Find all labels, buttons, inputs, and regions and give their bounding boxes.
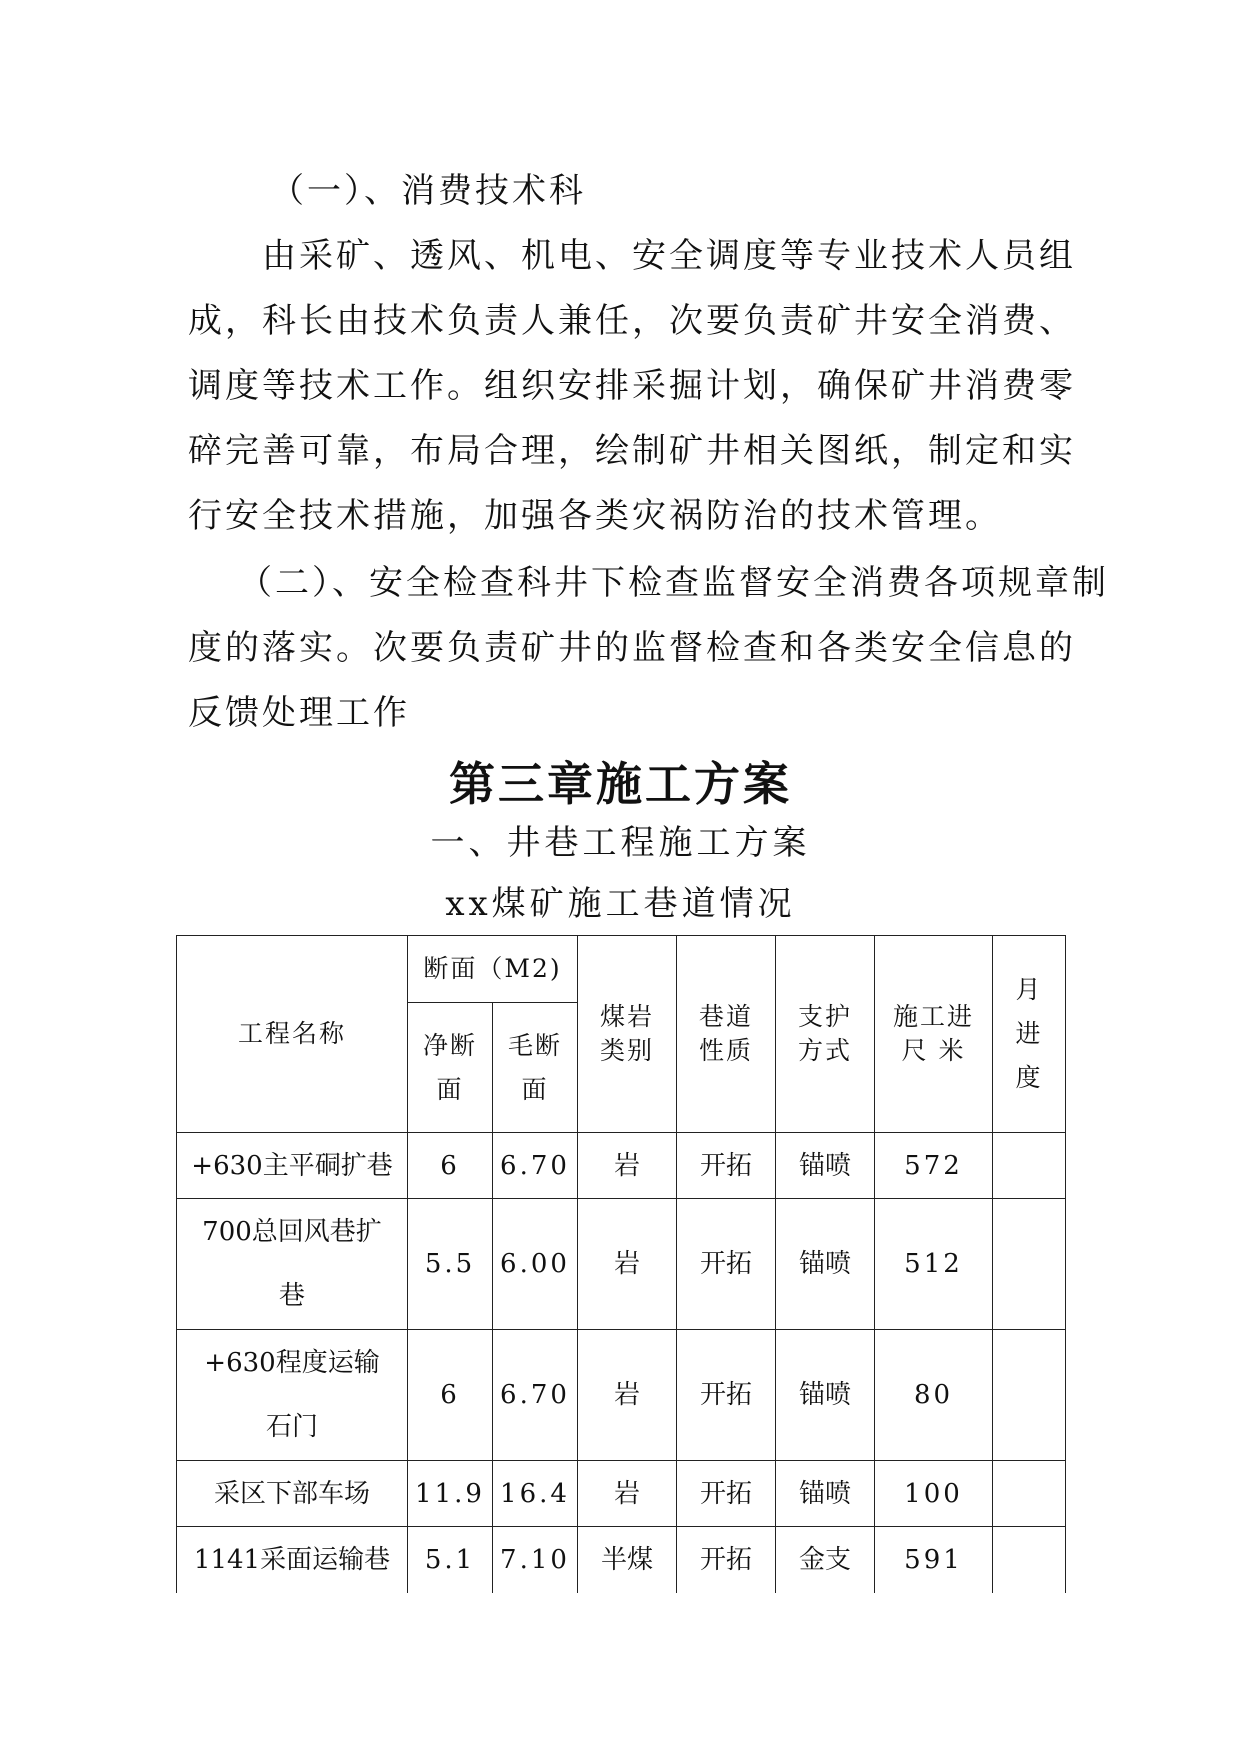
cell-net: 6	[408, 1330, 493, 1461]
cell-gross: 16.4	[493, 1461, 578, 1527]
table-header-row	[177, 936, 1066, 1003]
cell-gross: 6.70	[493, 1133, 578, 1199]
header-project-name: 工程名称	[177, 936, 408, 1133]
header-section-group: 断面（M2)	[408, 936, 578, 1003]
cell-progress: 512	[875, 1199, 993, 1330]
header-rock-type: 煤岩类别	[578, 936, 677, 1133]
cell-progress: 80	[875, 1330, 993, 1461]
cell-nature: 开拓	[677, 1461, 776, 1527]
cell-rock: 岩	[578, 1199, 677, 1330]
cell-rock: 岩	[578, 1461, 677, 1527]
paragraph-line: 调度等技术工作。组织安排采掘计划，确保矿井消费零	[188, 366, 1076, 406]
cell-nature: 开拓	[677, 1330, 776, 1461]
cell-name: 1141采面运输巷	[177, 1527, 408, 1593]
cell-rock: 半煤	[578, 1527, 677, 1593]
cell-progress: 572	[875, 1133, 993, 1199]
cell-rock: 岩	[578, 1330, 677, 1461]
header-gross-section: 毛断面	[493, 1003, 578, 1133]
header-support: 支护方式	[776, 936, 875, 1133]
cell-net: 6	[408, 1133, 493, 1199]
table-row	[177, 1461, 1066, 1527]
header-net-section: 净断面	[408, 1003, 493, 1133]
cell-support: 锚喷	[776, 1330, 875, 1461]
cell-nature: 开拓	[677, 1527, 776, 1593]
chapter-title: 第三章施工方案	[449, 757, 792, 811]
cell-net: 5.5	[408, 1199, 493, 1330]
table-row	[177, 1330, 1066, 1461]
paragraph-line: 由采矿、透风、机电、安全调度等专业技术人员组	[262, 236, 1076, 276]
cell-nature: 开拓	[677, 1199, 776, 1330]
table-row	[177, 1527, 1066, 1593]
roadway-table	[176, 935, 1066, 1593]
cell-gross: 6.00	[493, 1199, 578, 1330]
header-progress: 施工进尺 米	[875, 936, 993, 1133]
cell-progress: 100	[875, 1461, 993, 1527]
table-row	[177, 1199, 1066, 1330]
cell-support: 锚喷	[776, 1133, 875, 1199]
cell-net: 5.1	[408, 1527, 493, 1593]
header-roadway-nature: 巷道性质	[677, 936, 776, 1133]
cell-monthly	[993, 1527, 1066, 1593]
cell-name: +630程度运输石门	[177, 1330, 408, 1461]
cell-monthly	[993, 1133, 1066, 1199]
cell-net: 11.9	[408, 1461, 493, 1527]
cell-gross: 7.10	[493, 1527, 578, 1593]
paragraph-line: （二）、安全检查科井下检查监督安全消费各项规章制	[238, 563, 1109, 603]
paragraph-line: 成，科长由技术负责人兼任，次要负责矿井安全消费、	[188, 301, 1076, 341]
cell-support: 金支	[776, 1527, 875, 1593]
cell-name: 采区下部车场	[177, 1461, 408, 1527]
cell-progress: 591	[875, 1527, 993, 1593]
table-title: xx煤矿施工巷道情况	[445, 884, 796, 924]
paragraph-line: 碎完善可靠，布局合理，绘制矿井相关图纸，制定和实	[188, 431, 1076, 471]
cell-rock: 岩	[578, 1133, 677, 1199]
cell-support: 锚喷	[776, 1199, 875, 1330]
section-title: 一、井巷工程施工方案	[430, 823, 811, 863]
cell-name: +630主平硐扩巷	[177, 1133, 408, 1199]
paragraph-line: 度的落实。次要负责矿井的监督检查和各类安全信息的	[188, 628, 1076, 668]
cell-nature: 开拓	[677, 1133, 776, 1199]
cell-monthly	[993, 1330, 1066, 1461]
heading-technical-section: （一）、消费技术科	[270, 171, 586, 211]
cell-monthly	[993, 1461, 1066, 1527]
cell-name: 700总回风巷扩巷	[177, 1199, 408, 1330]
table-row	[177, 1133, 1066, 1199]
cell-monthly	[993, 1199, 1066, 1330]
cell-support: 锚喷	[776, 1461, 875, 1527]
paragraph-line: 反馈处理工作	[188, 693, 410, 733]
paragraph-line: 行安全技术措施，加强各类灾祸防治的技术管理。	[188, 496, 1002, 536]
cell-gross: 6.70	[493, 1330, 578, 1461]
header-monthly: 月进度	[993, 936, 1066, 1133]
